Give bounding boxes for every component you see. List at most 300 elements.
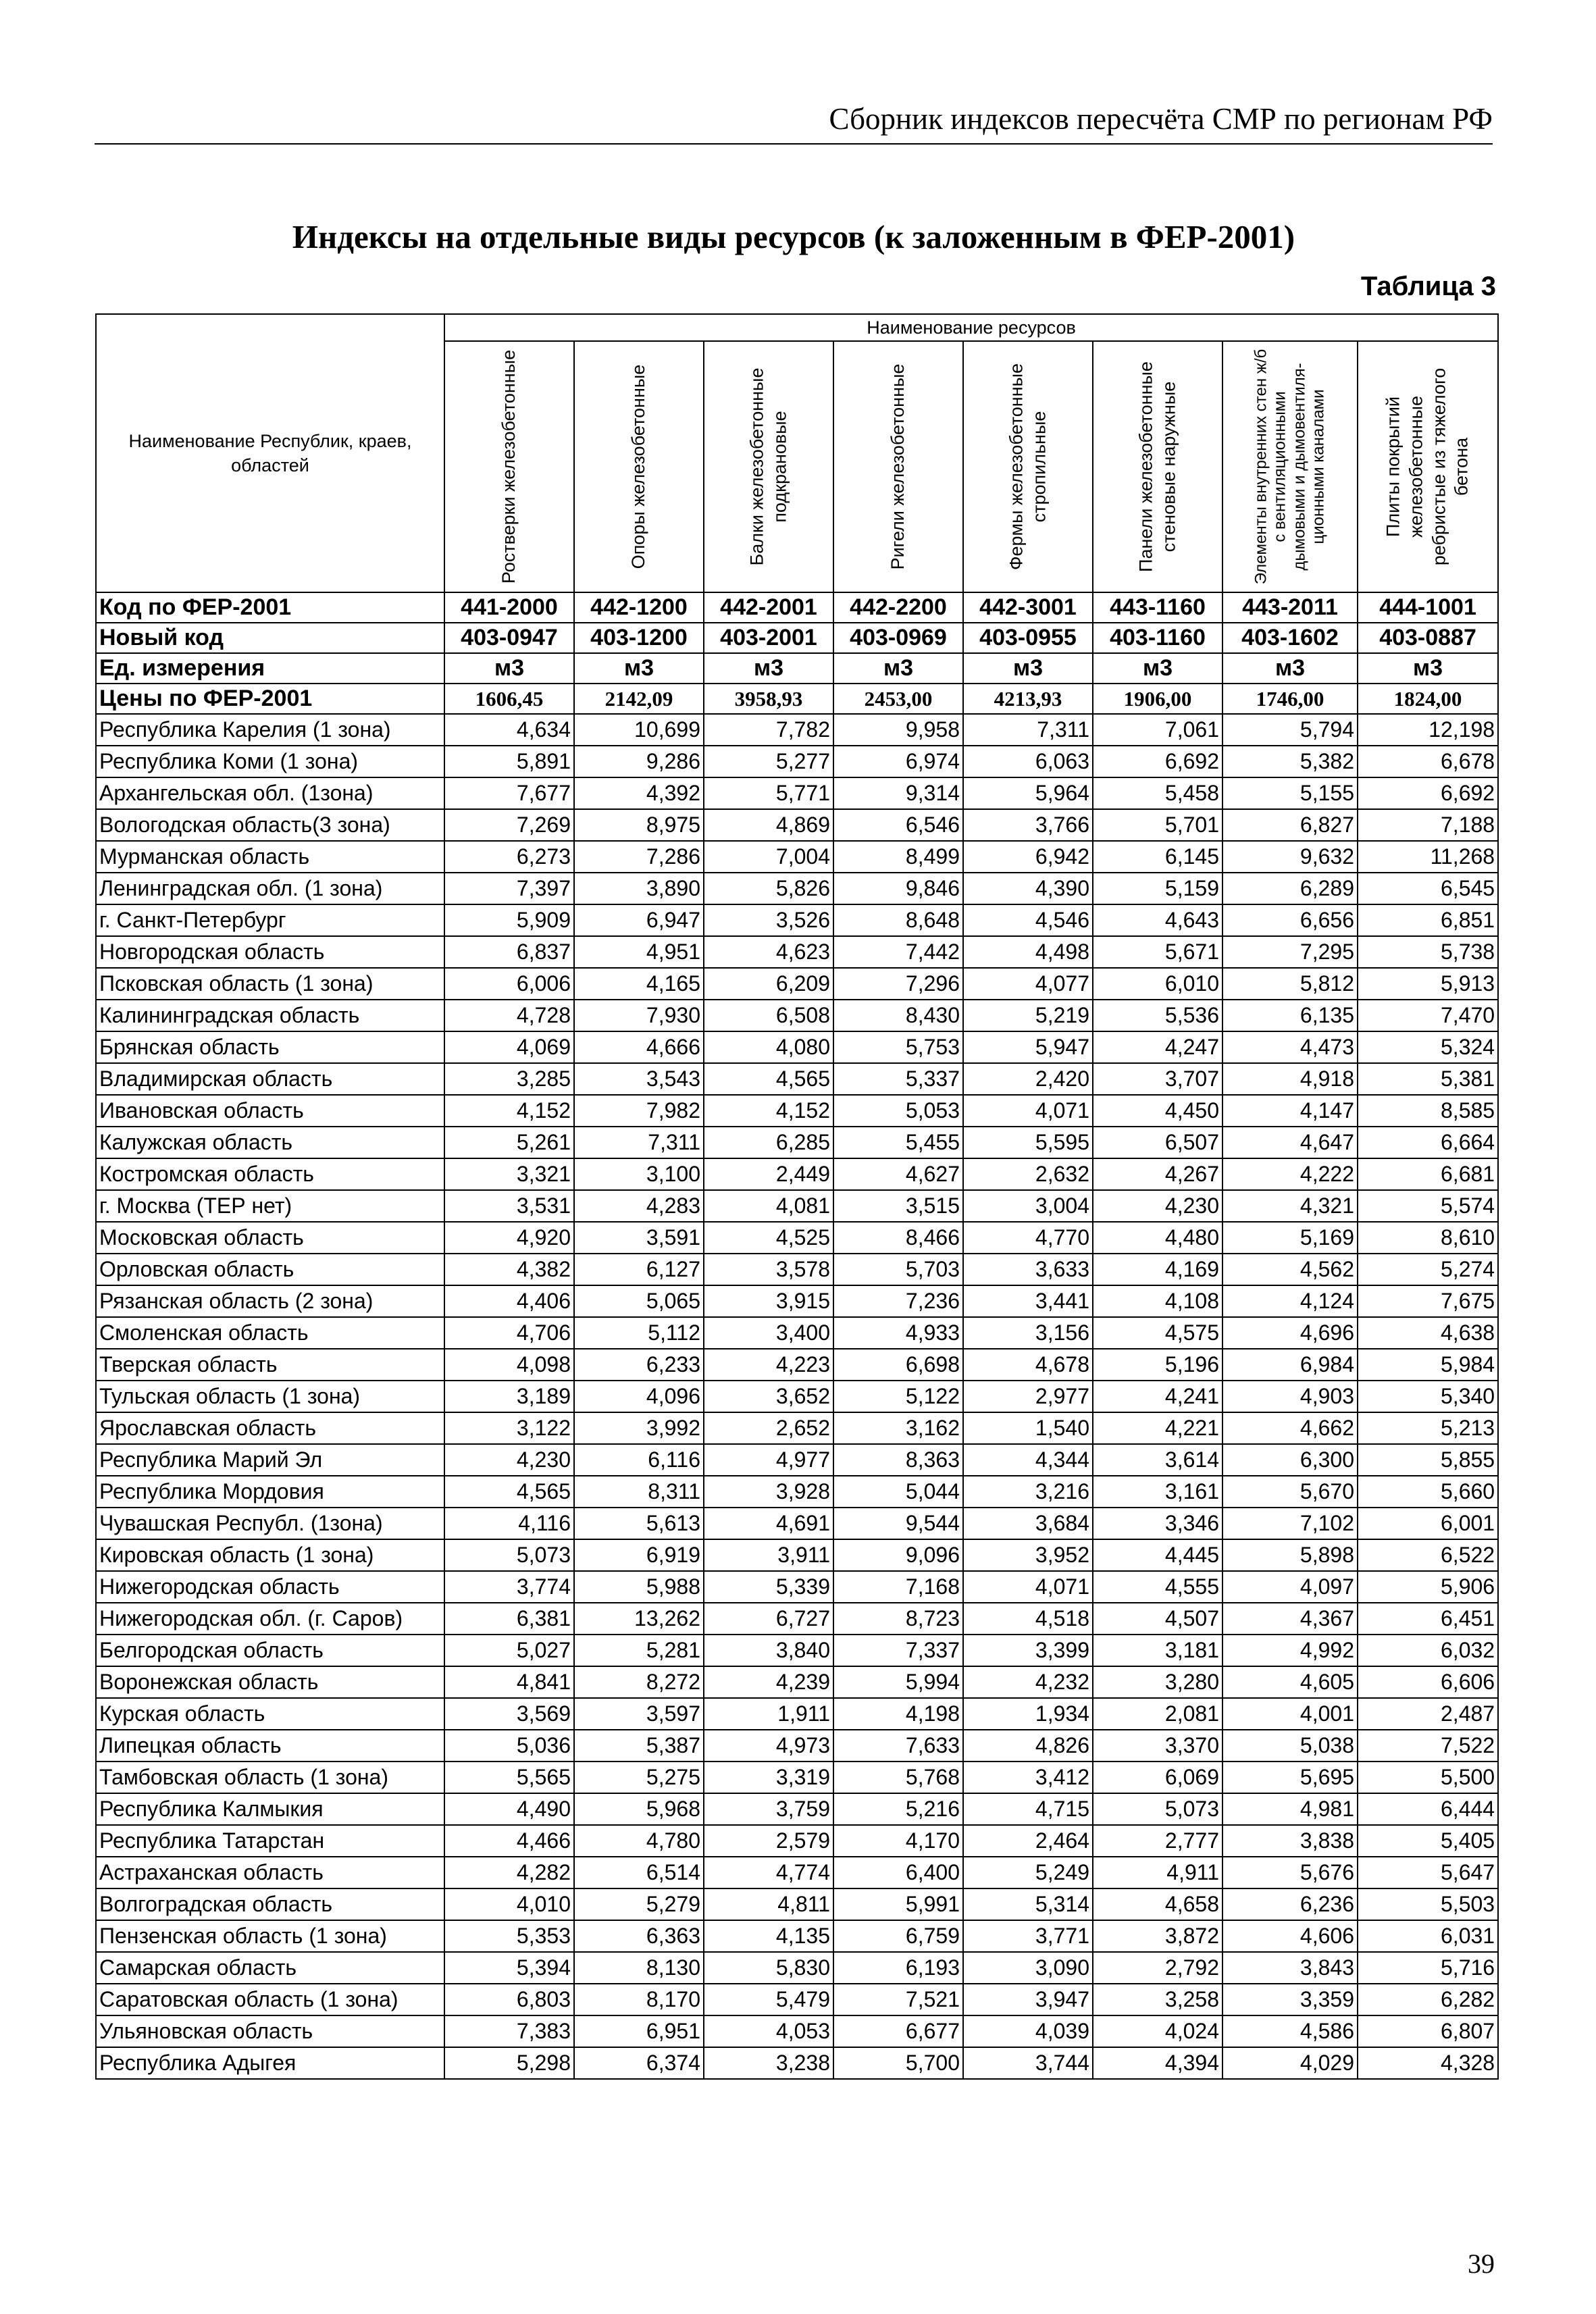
index-value: 5,169	[1222, 1222, 1358, 1254]
index-value: 3,441	[963, 1285, 1093, 1317]
index-value: 7,311	[963, 714, 1093, 746]
index-value: 4,507	[1093, 1603, 1222, 1635]
index-value: 4,728	[444, 1000, 574, 1031]
index-value: 2,652	[704, 1412, 833, 1444]
index-value: 12,198	[1358, 714, 1498, 746]
meta-cell: м3	[1222, 653, 1358, 684]
index-value: 5,381	[1358, 1063, 1498, 1095]
index-value: 3,992	[574, 1412, 704, 1444]
index-value: 6,974	[833, 746, 963, 777]
index-value: 5,738	[1358, 936, 1498, 968]
resource-column-header	[1222, 341, 1358, 592]
index-value: 4,069	[444, 1031, 574, 1063]
index-value: 3,578	[704, 1254, 833, 1285]
index-value: 4,147	[1222, 1095, 1358, 1127]
meta-cell: 403-0969	[833, 623, 963, 653]
table-row	[96, 1508, 1498, 1539]
index-value: 4,770	[963, 1222, 1093, 1254]
index-value: 6,919	[574, 1539, 704, 1571]
index-value: 3,915	[704, 1285, 833, 1317]
index-value: 3,890	[574, 873, 704, 904]
header-rule	[95, 143, 1493, 145]
index-value: 4,382	[444, 1254, 574, 1285]
region-name: г. Санкт-Петербург	[96, 904, 444, 936]
index-value: 4,546	[963, 904, 1093, 936]
index-value: 6,727	[704, 1603, 833, 1635]
table-row	[96, 1920, 1498, 1952]
index-value: 7,102	[1222, 1508, 1358, 1539]
index-value: 4,678	[963, 1349, 1093, 1381]
index-value: 5,339	[704, 1571, 833, 1603]
meta-cell: 444-1001	[1358, 592, 1498, 623]
index-value: 6,285	[704, 1127, 833, 1158]
index-value: 5,073	[444, 1539, 574, 1571]
table-row	[96, 1222, 1498, 1254]
meta-cell: 441-2000	[444, 592, 574, 623]
region-name: Республика Калмыкия	[96, 1793, 444, 1825]
meta-cell: 443-2011	[1222, 592, 1358, 623]
index-value: 5,274	[1358, 1254, 1498, 1285]
index-value: 3,004	[963, 1190, 1093, 1222]
index-value: 7,296	[833, 968, 963, 1000]
region-name: Калининградская область	[96, 1000, 444, 1031]
index-value: 4,774	[704, 1857, 833, 1888]
index-value: 3,928	[704, 1476, 833, 1508]
resource-column-header	[1358, 341, 1498, 592]
index-value: 9,096	[833, 1539, 963, 1571]
index-value: 3,515	[833, 1190, 963, 1222]
index-value: 5,898	[1222, 1539, 1358, 1571]
index-value: 5,913	[1358, 968, 1498, 1000]
meta-cell: 403-0947	[444, 623, 574, 653]
region-name: Нижегородская обл. (г. Саров)	[96, 1603, 444, 1635]
index-value: 4,071	[963, 1095, 1093, 1127]
index-value: 4,230	[444, 1444, 574, 1476]
region-name: Ульяновская область	[96, 2015, 444, 2047]
index-value: 4,841	[444, 1666, 574, 1698]
index-value: 3,569	[444, 1698, 574, 1730]
index-value: 4,973	[704, 1730, 833, 1762]
index-value: 3,399	[963, 1635, 1093, 1666]
table-row	[96, 1158, 1498, 1190]
index-value: 4,198	[833, 1698, 963, 1730]
index-value: 6,664	[1358, 1127, 1498, 1158]
meta-cell: 403-1160	[1093, 623, 1222, 653]
index-value: 4,643	[1093, 904, 1222, 936]
index-value: 4,098	[444, 1349, 574, 1381]
meta-cell: м3	[833, 653, 963, 684]
table-row	[96, 1317, 1498, 1349]
index-value: 5,703	[833, 1254, 963, 1285]
table-row	[96, 1793, 1498, 1825]
index-value: 3,759	[704, 1793, 833, 1825]
meta-row	[96, 684, 1498, 714]
index-value: 8,975	[574, 809, 704, 841]
resource-column-header	[1093, 341, 1222, 592]
index-value: 4,108	[1093, 1285, 1222, 1317]
running-header: Сборник индексов пересчёта СМР по регионам РФ	[829, 102, 1493, 136]
index-value: 6,837	[444, 936, 574, 968]
index-value: 5,503	[1358, 1888, 1498, 1920]
index-value: 4,911	[1093, 1857, 1222, 1888]
region-name: Волгоградская область	[96, 1888, 444, 1920]
index-value: 5,947	[963, 1031, 1093, 1063]
table-row	[96, 1857, 1498, 1888]
index-value: 8,130	[574, 1952, 704, 1984]
index-value: 7,675	[1358, 1285, 1498, 1317]
index-value: 6,942	[963, 841, 1093, 873]
index-value: 7,269	[444, 809, 574, 841]
index-value: 8,170	[574, 1984, 704, 2015]
index-value: 4,024	[1093, 2015, 1222, 2047]
index-value: 5,249	[963, 1857, 1093, 1888]
table-row	[96, 1063, 1498, 1095]
index-value: 5,155	[1222, 777, 1358, 809]
index-value: 7,168	[833, 1571, 963, 1603]
index-value: 3,843	[1222, 1952, 1358, 1984]
index-value: 6,692	[1358, 777, 1498, 809]
index-value: 7,383	[444, 2015, 574, 2047]
index-value: 3,280	[1093, 1666, 1222, 1698]
index-value: 4,096	[574, 1381, 704, 1412]
index-value: 7,286	[574, 841, 704, 873]
index-value: 6,282	[1358, 1984, 1498, 2015]
resource-column-label: Ригели железобетонные	[887, 363, 908, 570]
index-value: 5,771	[704, 777, 833, 809]
meta-cell: 442-3001	[963, 592, 1093, 623]
region-name: Тамбовская область (1 зона)	[96, 1762, 444, 1793]
index-value: 6,209	[704, 968, 833, 1000]
index-value: 3,543	[574, 1063, 704, 1095]
index-value: 4,466	[444, 1825, 574, 1857]
region-name: Костромская область	[96, 1158, 444, 1190]
index-value: 4,170	[833, 1825, 963, 1857]
index-value: 3,872	[1093, 1920, 1222, 1952]
index-value: 5,500	[1358, 1762, 1498, 1793]
index-value: 5,671	[1093, 936, 1222, 968]
index-value: 4,480	[1093, 1222, 1222, 1254]
index-value: 6,127	[574, 1254, 704, 1285]
region-name: Ленинградская обл. (1 зона)	[96, 873, 444, 904]
table-row	[96, 777, 1498, 809]
index-value: 4,267	[1093, 1158, 1222, 1190]
index-value: 7,930	[574, 1000, 704, 1031]
meta-cell: м3	[1358, 653, 1498, 684]
meta-row-label: Ед. измерения	[96, 653, 444, 684]
index-value: 7,295	[1222, 936, 1358, 968]
index-value: 7,522	[1358, 1730, 1498, 1762]
meta-row	[96, 653, 1498, 684]
index-value: 5,660	[1358, 1476, 1498, 1508]
index-value: 4,666	[574, 1031, 704, 1063]
region-name: Калужская область	[96, 1127, 444, 1158]
index-value: 9,846	[833, 873, 963, 904]
index-value: 9,632	[1222, 841, 1358, 873]
index-value: 7,337	[833, 1635, 963, 1666]
index-value: 4,135	[704, 1920, 833, 1952]
index-value: 6,546	[833, 809, 963, 841]
table-row	[96, 1825, 1498, 1857]
index-value: 3,774	[444, 1571, 574, 1603]
index-value: 4,241	[1093, 1381, 1222, 1412]
meta-cell: 403-2001	[704, 623, 833, 653]
index-value: 4,328	[1358, 2047, 1498, 2079]
index-value: 3,911	[704, 1539, 833, 1571]
index-value: 4,811	[704, 1888, 833, 1920]
index-value: 4,390	[963, 873, 1093, 904]
resource-column-label: Опоры железобетонные	[628, 364, 649, 569]
index-value: 4,518	[963, 1603, 1093, 1635]
index-value: 4,696	[1222, 1317, 1358, 1349]
index-value: 2,977	[963, 1381, 1093, 1412]
table-row	[96, 936, 1498, 968]
index-value: 5,647	[1358, 1857, 1498, 1888]
index-value: 5,830	[704, 1952, 833, 1984]
index-value: 2,632	[963, 1158, 1093, 1190]
index-value: 4,647	[1222, 1127, 1358, 1158]
index-value: 4,565	[444, 1476, 574, 1508]
table-row	[96, 1571, 1498, 1603]
region-name: Архангельская обл. (1зона)	[96, 777, 444, 809]
index-value: 2,420	[963, 1063, 1093, 1095]
index-value: 6,063	[963, 746, 1093, 777]
region-name: Белгородская область	[96, 1635, 444, 1666]
meta-row-label: Цены по ФЕР-2001	[96, 684, 444, 714]
index-value: 6,678	[1358, 746, 1498, 777]
index-value: 6,698	[833, 1349, 963, 1381]
index-value: 4,221	[1093, 1412, 1222, 1444]
index-value: 4,562	[1222, 1254, 1358, 1285]
meta-cell: 443-1160	[1093, 592, 1222, 623]
index-value: 4,230	[1093, 1190, 1222, 1222]
page-number: 39	[1468, 2248, 1495, 2279]
index-value: 5,122	[833, 1381, 963, 1412]
index-value: 8,648	[833, 904, 963, 936]
index-value: 3,633	[963, 1254, 1093, 1285]
index-value: 6,681	[1358, 1158, 1498, 1190]
index-value: 4,525	[704, 1222, 833, 1254]
table-row	[96, 1190, 1498, 1222]
index-value: 6,444	[1358, 1793, 1498, 1825]
resource-column-label: Панели железобетонные стеновые наружные	[1135, 361, 1179, 572]
index-value: 9,544	[833, 1508, 963, 1539]
index-value: 4,344	[963, 1444, 1093, 1476]
index-value: 4,780	[574, 1825, 704, 1857]
index-value: 5,906	[1358, 1571, 1498, 1603]
resource-column-label: Фермы железобетонные стропильные	[1006, 363, 1049, 571]
index-value: 4,165	[574, 968, 704, 1000]
table-row	[96, 1095, 1498, 1127]
index-value: 5,968	[574, 1793, 704, 1825]
region-name: Республика Мордовия	[96, 1476, 444, 1508]
index-value: 5,275	[574, 1762, 704, 1793]
table-row	[96, 1254, 1498, 1285]
index-value: 5,676	[1222, 1857, 1358, 1888]
index-value: 7,470	[1358, 1000, 1498, 1031]
index-value: 3,526	[704, 904, 833, 936]
meta-cell: м3	[963, 653, 1093, 684]
index-value: 5,855	[1358, 1444, 1498, 1476]
index-value: 4,586	[1222, 2015, 1358, 2047]
index-value: 3,216	[963, 1476, 1093, 1508]
index-value: 1,540	[963, 1412, 1093, 1444]
region-name: Астраханская область	[96, 1857, 444, 1888]
index-value: 2,777	[1093, 1825, 1222, 1857]
index-value: 4,071	[963, 1571, 1093, 1603]
table-row	[96, 1539, 1498, 1571]
meta-cell: 403-1200	[574, 623, 704, 653]
meta-cell: 403-1602	[1222, 623, 1358, 653]
index-value: 6,374	[574, 2047, 704, 2079]
region-name: Республика Адыгея	[96, 2047, 444, 2079]
resource-column-header	[833, 341, 963, 592]
index-value: 3,321	[444, 1158, 574, 1190]
index-value: 3,531	[444, 1190, 574, 1222]
index-value: 8,610	[1358, 1222, 1498, 1254]
index-value: 6,606	[1358, 1666, 1498, 1698]
index-value: 3,100	[574, 1158, 704, 1190]
index-value: 3,285	[444, 1063, 574, 1095]
region-name: Республика Марий Эл	[96, 1444, 444, 1476]
index-value: 2,464	[963, 1825, 1093, 1857]
index-value: 3,258	[1093, 1984, 1222, 2015]
index-value: 4,555	[1093, 1571, 1222, 1603]
index-value: 4,081	[704, 1190, 833, 1222]
index-value: 4,605	[1222, 1666, 1358, 1698]
resource-column-header	[704, 341, 833, 592]
region-name: Нижегородская область	[96, 1571, 444, 1603]
region-name: Липецкая область	[96, 1730, 444, 1762]
index-value: 9,958	[833, 714, 963, 746]
index-value: 4,223	[704, 1349, 833, 1381]
region-name: Московская область	[96, 1222, 444, 1254]
index-value: 5,812	[1222, 968, 1358, 1000]
meta-row-label: Код по ФЕР-2001	[96, 592, 444, 623]
index-value: 6,807	[1358, 2015, 1498, 2047]
index-value: 3,952	[963, 1539, 1093, 1571]
region-name: Вологодская область(3 зона)	[96, 809, 444, 841]
region-name: Кировская область (1 зона)	[96, 1539, 444, 1571]
meta-cell: 3958,93	[704, 684, 833, 714]
meta-cell: 442-2001	[704, 592, 833, 623]
index-value: 4,283	[574, 1190, 704, 1222]
region-name: Псковская область (1 зона)	[96, 968, 444, 1000]
index-value: 5,891	[444, 746, 574, 777]
index-value: 5,337	[833, 1063, 963, 1095]
index-value: 5,536	[1093, 1000, 1222, 1031]
index-value: 3,189	[444, 1381, 574, 1412]
index-value: 6,193	[833, 1952, 963, 1984]
index-value: 5,670	[1222, 1476, 1358, 1508]
meta-cell: м3	[444, 653, 574, 684]
table-row	[96, 873, 1498, 904]
index-value: 4,627	[833, 1158, 963, 1190]
index-value: 4,321	[1222, 1190, 1358, 1222]
table-row	[96, 904, 1498, 936]
index-value: 9,286	[574, 746, 704, 777]
index-value: 8,723	[833, 1603, 963, 1635]
meta-cell: м3	[1093, 653, 1222, 684]
table-row	[96, 1031, 1498, 1063]
index-value: 6,451	[1358, 1603, 1498, 1635]
meta-cell: 403-0955	[963, 623, 1093, 653]
index-value: 6,145	[1093, 841, 1222, 873]
table-row	[96, 1349, 1498, 1381]
index-value: 3,652	[704, 1381, 833, 1412]
index-value: 5,027	[444, 1635, 574, 1666]
index-value: 6,001	[1358, 1508, 1498, 1539]
meta-cell: 442-2200	[833, 592, 963, 623]
index-value: 3,614	[1093, 1444, 1222, 1476]
index-value: 3,359	[1222, 1984, 1358, 2015]
table-row	[96, 1730, 1498, 1762]
meta-row-label: Новый код	[96, 623, 444, 653]
resource-index-table	[95, 313, 1499, 2080]
index-value: 3,707	[1093, 1063, 1222, 1095]
index-value: 5,613	[574, 1508, 704, 1539]
region-name: Саратовская область (1 зона)	[96, 1984, 444, 2015]
index-value: 3,591	[574, 1222, 704, 1254]
index-value: 4,116	[444, 1508, 574, 1539]
index-value: 4,282	[444, 1857, 574, 1888]
index-value: 5,479	[704, 1984, 833, 2015]
index-value: 5,909	[444, 904, 574, 936]
meta-cell: 2142,09	[574, 684, 704, 714]
index-value: 4,097	[1222, 1571, 1358, 1603]
meta-cell: 2453,00	[833, 684, 963, 714]
index-value: 4,623	[704, 936, 833, 968]
index-value: 6,233	[574, 1349, 704, 1381]
index-value: 4,992	[1222, 1635, 1358, 1666]
resource-column-label: Ростверки железобетонные	[498, 349, 519, 584]
index-value: 6,545	[1358, 873, 1498, 904]
index-value: 2,579	[704, 1825, 833, 1857]
index-value: 6,400	[833, 1857, 963, 1888]
index-value: 5,387	[574, 1730, 704, 1762]
index-value: 6,236	[1222, 1888, 1358, 1920]
index-value: 3,412	[963, 1762, 1093, 1793]
index-value: 4,977	[704, 1444, 833, 1476]
region-name: Самарская область	[96, 1952, 444, 1984]
table-row	[96, 1888, 1498, 1920]
index-value: 5,695	[1222, 1762, 1358, 1793]
index-value: 6,010	[1093, 968, 1222, 1000]
index-value: 3,771	[963, 1920, 1093, 1952]
index-value: 4,152	[444, 1095, 574, 1127]
index-value: 4,077	[963, 968, 1093, 1000]
meta-cell: м3	[574, 653, 704, 684]
table-row	[96, 746, 1498, 777]
index-value: 13,262	[574, 1603, 704, 1635]
index-value: 4,010	[444, 1888, 574, 1920]
index-value: 2,081	[1093, 1698, 1222, 1730]
region-name: Пензенская область (1 зона)	[96, 1920, 444, 1952]
index-value: 5,458	[1093, 777, 1222, 809]
table-row	[96, 1381, 1498, 1412]
index-value: 3,162	[833, 1412, 963, 1444]
index-value: 5,053	[833, 1095, 963, 1127]
index-value: 4,367	[1222, 1603, 1358, 1635]
index-value: 5,261	[444, 1127, 574, 1158]
index-value: 6,363	[574, 1920, 704, 1952]
index-value: 7,521	[833, 1984, 963, 2015]
index-value: 8,272	[574, 1666, 704, 1698]
index-value: 4,001	[1222, 1698, 1358, 1730]
index-value: 5,112	[574, 1317, 704, 1349]
index-value: 3,684	[963, 1508, 1093, 1539]
resource-column-label: Плиты покрытий железобетонные ребристые из тяжелого бетона	[1383, 367, 1472, 566]
index-value: 8,585	[1358, 1095, 1498, 1127]
